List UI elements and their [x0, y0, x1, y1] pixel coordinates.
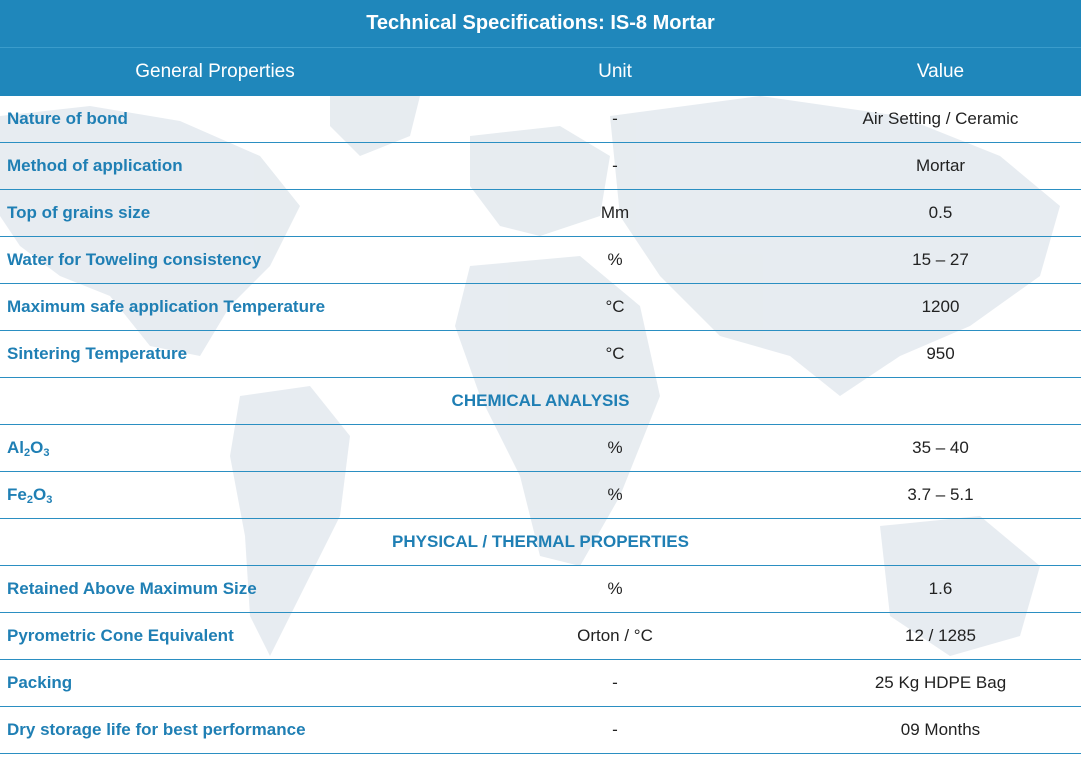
property-name: Nature of bond — [0, 96, 430, 143]
property-value: 950 — [800, 331, 1081, 378]
table-title: Technical Specifications: IS-8 Mortar — [0, 0, 1081, 48]
formula-subscript: 3 — [46, 494, 53, 506]
table-row — [0, 425, 1081, 472]
formula-subscript: 2 — [26, 494, 33, 506]
property-value: 12 / 1285 — [800, 613, 1081, 660]
property-unit: % — [430, 237, 800, 284]
formula-element: O — [30, 438, 44, 457]
property-value: 1200 — [800, 284, 1081, 331]
property-name: Method of application — [0, 143, 430, 190]
property-name: Retained Above Maximum Size — [0, 566, 430, 613]
table-row — [0, 237, 1081, 284]
property-value: 09 Months — [800, 707, 1081, 754]
property-unit: Mm — [430, 190, 800, 237]
section-heading-chemical: CHEMICAL ANALYSIS — [0, 378, 1081, 425]
property-value: 35 – 40 — [800, 425, 1081, 472]
property-value: Air Setting / Ceramic — [800, 96, 1081, 143]
section-row-physical — [0, 519, 1081, 566]
table-row — [0, 707, 1081, 754]
property-name: Dry storage life for best performance — [0, 707, 430, 754]
property-unit: - — [430, 143, 800, 190]
chemical-formula — [0, 425, 430, 472]
property-name: Top of grains size — [0, 190, 430, 237]
property-name: Sintering Temperature — [0, 331, 430, 378]
property-name: Maximum safe application Temperature — [0, 284, 430, 331]
table-title-row — [0, 0, 1081, 48]
property-value: 3.7 – 5.1 — [800, 472, 1081, 519]
table-row — [0, 331, 1081, 378]
table-row — [0, 472, 1081, 519]
formula-subscript: 2 — [24, 447, 31, 459]
table-row — [0, 284, 1081, 331]
chemical-formula — [0, 472, 430, 519]
property-value: 25 Kg HDPE Bag — [800, 660, 1081, 707]
property-value: 1.6 — [800, 566, 1081, 613]
table-row — [0, 96, 1081, 143]
formula-element: Fe — [7, 485, 27, 504]
section-heading-physical: PHYSICAL / THERMAL PROPERTIES — [0, 519, 1081, 566]
property-unit: - — [430, 707, 800, 754]
column-header-row — [0, 48, 1081, 97]
property-unit: - — [430, 96, 800, 143]
table-row — [0, 190, 1081, 237]
property-unit: % — [430, 425, 800, 472]
table-row — [0, 143, 1081, 190]
property-name: Pyrometric Cone Equivalent — [0, 613, 430, 660]
property-unit: - — [430, 660, 800, 707]
property-unit: °C — [430, 284, 800, 331]
formula-element: Al — [7, 438, 24, 457]
table-row — [0, 613, 1081, 660]
section-row-chemical — [0, 378, 1081, 425]
table-row — [0, 660, 1081, 707]
column-header-unit: Unit — [430, 48, 800, 97]
property-unit: Orton / °C — [430, 613, 800, 660]
property-unit: % — [430, 566, 800, 613]
property-value: 15 – 27 — [800, 237, 1081, 284]
column-header-property: General Properties — [0, 48, 430, 97]
property-unit: °C — [430, 331, 800, 378]
formula-subscript: 3 — [43, 447, 50, 459]
property-value: Mortar — [800, 143, 1081, 190]
table-row — [0, 566, 1081, 613]
property-name: Water for Toweling consistency — [0, 237, 430, 284]
formula-element: O — [32, 485, 47, 504]
column-header-value: Value — [800, 48, 1081, 97]
property-unit: % — [430, 472, 800, 519]
property-name: Packing — [0, 660, 430, 707]
property-value: 0.5 — [800, 190, 1081, 237]
